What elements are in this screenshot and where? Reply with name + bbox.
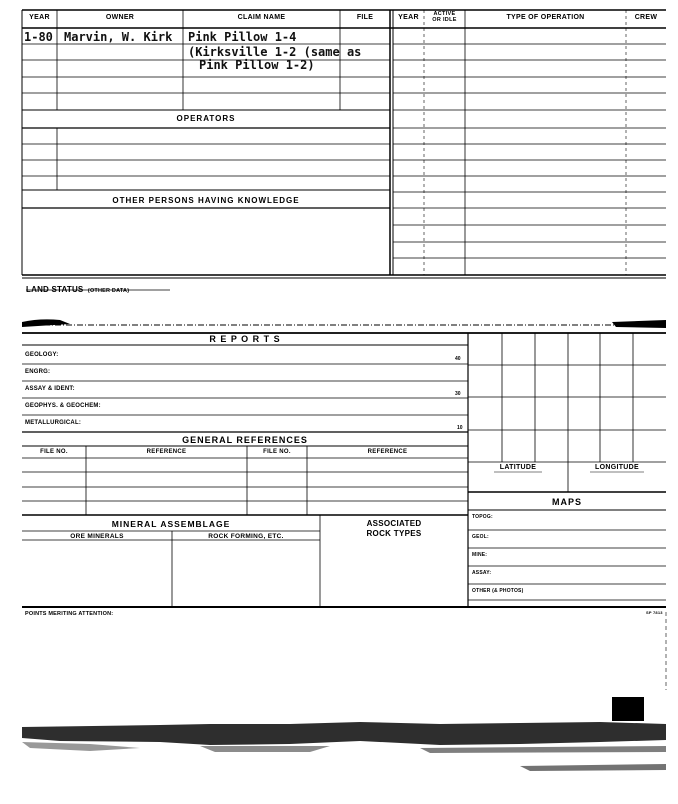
report-engrg-label: ENGRG:: [25, 369, 51, 375]
associated-line-2: ROCK TYPES: [366, 529, 422, 538]
col-header-year-right: YEAR: [398, 14, 419, 21]
row-claim-name-3: Pink Pillow 1-2): [199, 58, 315, 72]
col-header-type-of-operation: TYPE OF OPERATION: [506, 14, 585, 21]
ore-minerals-label: ORE MINERALS: [70, 533, 124, 540]
report-geophys-label: GEOPHYS. & GEOCHEM:: [25, 403, 101, 409]
rock-forming-label: ROCK FORMING, ETC.: [208, 533, 284, 540]
associated-rock-types-label: [320, 519, 468, 539]
report-geology-label: GEOLOGY:: [25, 352, 59, 358]
report-assay-label: ASSAY & IDENT:: [25, 386, 75, 392]
col-header-claim-name: CLAIM NAME: [237, 14, 286, 21]
maps-title: MAPS: [551, 497, 582, 507]
maps-geol-label: GEOL:: [472, 534, 489, 540]
col-header-year: YEAR: [29, 14, 50, 21]
col-header-file: FILE: [356, 14, 374, 21]
maps-assay-label: ASSAY:: [472, 570, 492, 576]
row-claim-name-2: (Kirksville 1-2 (same as: [188, 45, 362, 59]
reports-title: R E P O R T S: [209, 334, 281, 344]
row-year: 1-80: [24, 30, 53, 44]
land-status-label: LAND STATUS: [26, 285, 84, 294]
operators-label: OPERATORS: [176, 114, 236, 123]
longitude-label: LONGITUDE: [595, 464, 639, 471]
mineral-assemblage-title: MINERAL ASSEMBLAGE: [111, 519, 231, 529]
report-metallurgical-number: 10: [457, 425, 463, 431]
ref-header-file-no-1: FILE NO.: [40, 449, 68, 455]
maps-mine-label: MINE:: [472, 552, 488, 558]
col-header-crew: CREW: [634, 14, 658, 21]
report-assay-number: 30: [455, 391, 461, 397]
general-references-title: GENERAL REFERENCES: [182, 435, 308, 445]
or-idle-label: OR IDLE: [432, 17, 457, 23]
form-code: SP 7813: [646, 610, 663, 615]
maps-topog-label: TOPOG:: [472, 514, 493, 520]
other-persons-label: OTHER PERSONS HAVING KNOWLEDGE: [112, 196, 300, 205]
land-status-heading: [26, 279, 129, 297]
latitude-label: LATITUDE: [499, 464, 537, 471]
associated-line-1: ASSOCIATED: [366, 519, 422, 528]
row-owner: Marvin, W. Kirk: [64, 30, 173, 44]
col-header-active-or-idle: [424, 11, 465, 23]
row-claim-name-1: Pink Pillow 1-4: [188, 30, 297, 44]
ref-header-reference-2: REFERENCE: [367, 449, 408, 455]
ref-header-reference-1: REFERENCE: [146, 449, 187, 455]
report-metallurgical-label: METALLURGICAL:: [25, 420, 82, 426]
report-geology-number: 40: [455, 356, 461, 362]
maps-other-label: OTHER (& PHOTOS): [472, 588, 524, 594]
points-meriting-attention-label: POINTS MERITING ATTENTION:: [25, 611, 114, 617]
land-status-sub: (OTHER DATA): [87, 288, 130, 294]
col-header-owner: OWNER: [105, 14, 135, 21]
active-label: ACTIVE: [433, 11, 456, 17]
ref-header-file-no-2: FILE NO.: [263, 449, 291, 455]
